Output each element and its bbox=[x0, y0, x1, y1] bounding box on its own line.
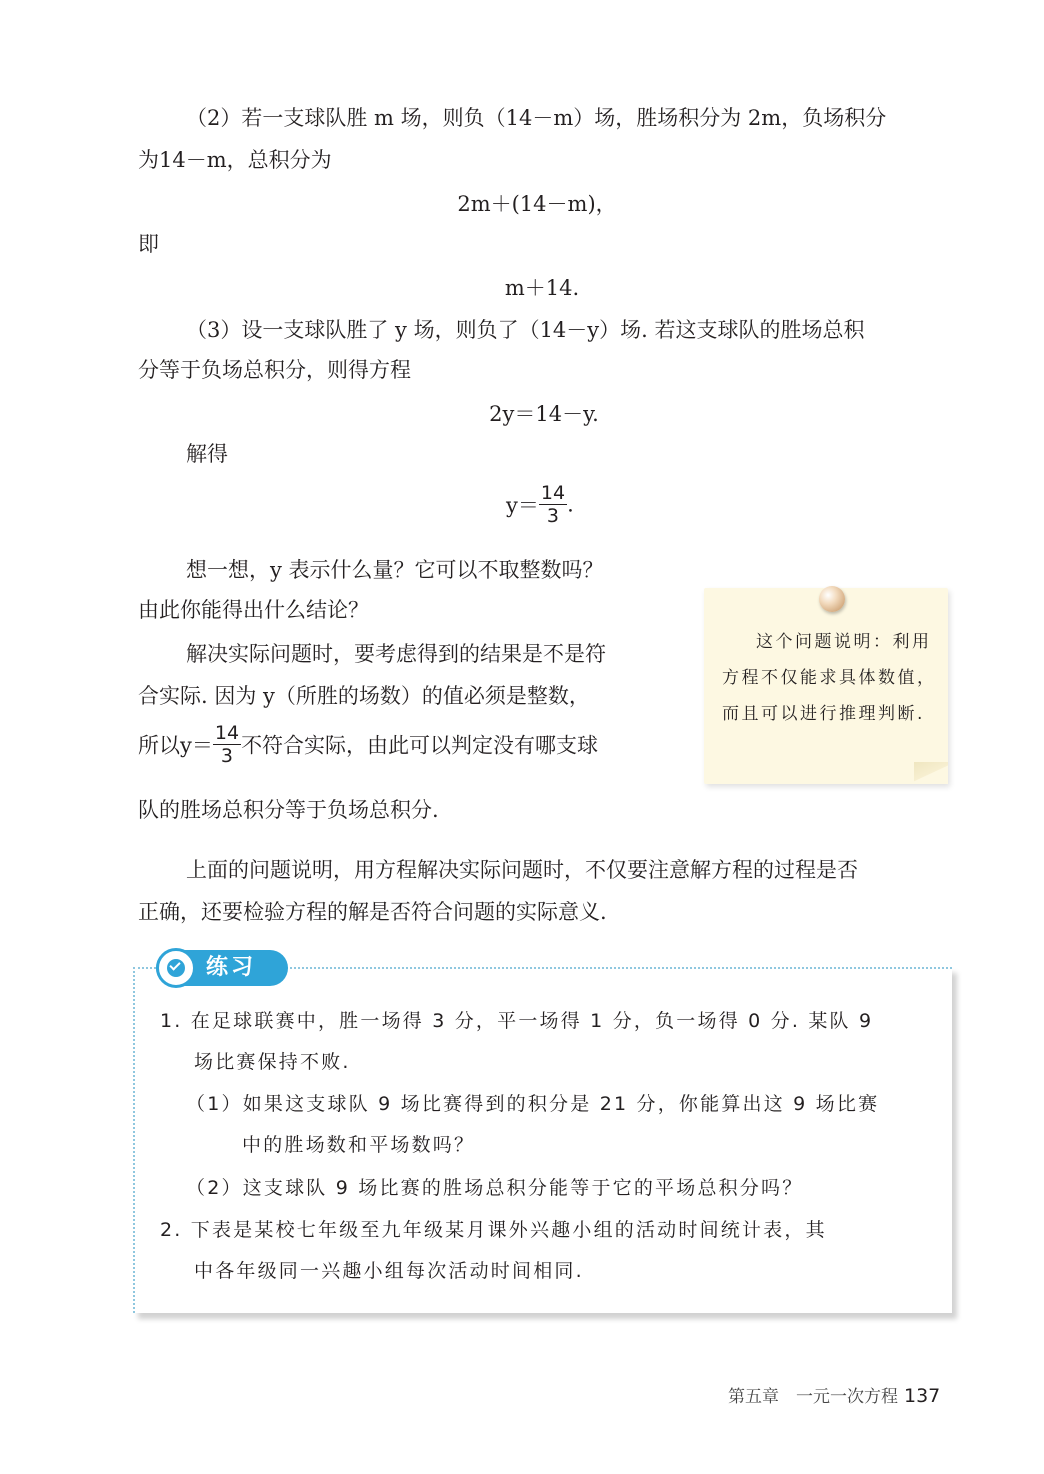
sticky-note bbox=[704, 588, 948, 784]
fraction-inline-numerator: 14 bbox=[214, 722, 240, 744]
fraction-14-over-3-inline bbox=[213, 722, 241, 767]
fraction-14-over-3 bbox=[539, 482, 567, 527]
chapter-title: 第五章 一元一次方程 bbox=[728, 1387, 898, 1407]
solve-line4: 队的胜场总积分等于负场总积分. bbox=[138, 798, 439, 822]
solve-line3 bbox=[138, 722, 598, 767]
fraction-numerator: 14 bbox=[540, 482, 566, 504]
word-jiede: 解得 bbox=[186, 442, 228, 466]
checkmark-icon bbox=[156, 948, 196, 988]
paragraph-part3-line2: 分等于负场总积分，则得方程 bbox=[138, 358, 411, 382]
page-number: 137 bbox=[904, 1385, 941, 1407]
summary-line1: 上面的问题说明，用方程解决实际问题时，不仅要注意解方程的过程是否 bbox=[186, 858, 858, 882]
equation-y-lhs: y＝ bbox=[506, 493, 539, 518]
equation-2y: 2y＝14－y. bbox=[489, 402, 599, 426]
think-line1: 想一想，y 表示什么量？它可以不取整数吗？ bbox=[186, 558, 604, 582]
exercise-q1a-line2: 中的胜场数和平场数吗？ bbox=[242, 1134, 476, 1156]
fraction-inline-denominator: 3 bbox=[220, 745, 234, 767]
page-curl-icon bbox=[914, 762, 948, 784]
word-ji: 即 bbox=[138, 232, 159, 256]
solve-line2: 合实际. 因为 y（所胜的场数）的值必须是整数， bbox=[138, 684, 590, 708]
exercise-q2-line1: 2. 下表是某校七年级至九年级某月课外兴趣小组的活动时间统计表，其 bbox=[160, 1219, 827, 1241]
exercise-q1a-line1: （1）如果这支球队 9 场比赛得到的积分是 21 分，你能算出这 9 场比赛 bbox=[186, 1093, 880, 1115]
think-line2: 由此你能得出什么结论？ bbox=[138, 598, 369, 622]
equation-period: . bbox=[567, 492, 574, 517]
solve-line1: 解决实际问题时，要考虑得到的结果是不是符 bbox=[186, 642, 606, 666]
equation-total-score: 2m＋(14－m)， bbox=[457, 192, 617, 216]
exercise-label: 练习 bbox=[206, 955, 257, 980]
paragraph-part2-line2: 为14－m，总积分为 bbox=[138, 148, 332, 172]
summary-line2: 正确，还要检验方程的解是否符合问题的实际意义. bbox=[138, 900, 607, 924]
exercise-q1b: （2）这支球队 9 场比赛的胜场总积分能等于它的平场总积分吗？ bbox=[186, 1177, 804, 1199]
equation-simplified: m＋14. bbox=[504, 276, 580, 300]
sticky-note-text: 这个问题说明：利用方程不仅能求具体数值，而且可以进行推理判断. bbox=[722, 632, 937, 724]
paragraph-part2-line1: （2）若一支球队胜 m 场，则负（14－m）场，胜场积分为 2m，负场积分 bbox=[186, 106, 887, 130]
exercise-q1-line2: 场比赛保持不败. bbox=[194, 1051, 351, 1073]
solve-line3-post: 不符合实际，由此可以判定没有哪支球 bbox=[241, 733, 599, 758]
page-footer bbox=[728, 1382, 940, 1407]
solve-line3-pre: 所以y＝ bbox=[138, 733, 213, 758]
exercise-q2-line2: 中各年级同一兴趣小组每次活动时间相同. bbox=[194, 1260, 584, 1282]
fraction-denominator: 3 bbox=[546, 505, 560, 527]
equation-y-fraction bbox=[506, 482, 574, 527]
exercise-q1-line1: 1. 在足球联赛中，胜一场得 3 分，平一场得 1 分，负一场得 0 分. 某队 9 bbox=[160, 1010, 874, 1032]
pushpin-icon bbox=[819, 586, 845, 612]
paragraph-part3-line1: （3）设一支球队胜了 y 场，则负了（14－y）场. 若这支球队的胜场总积 bbox=[186, 318, 865, 342]
